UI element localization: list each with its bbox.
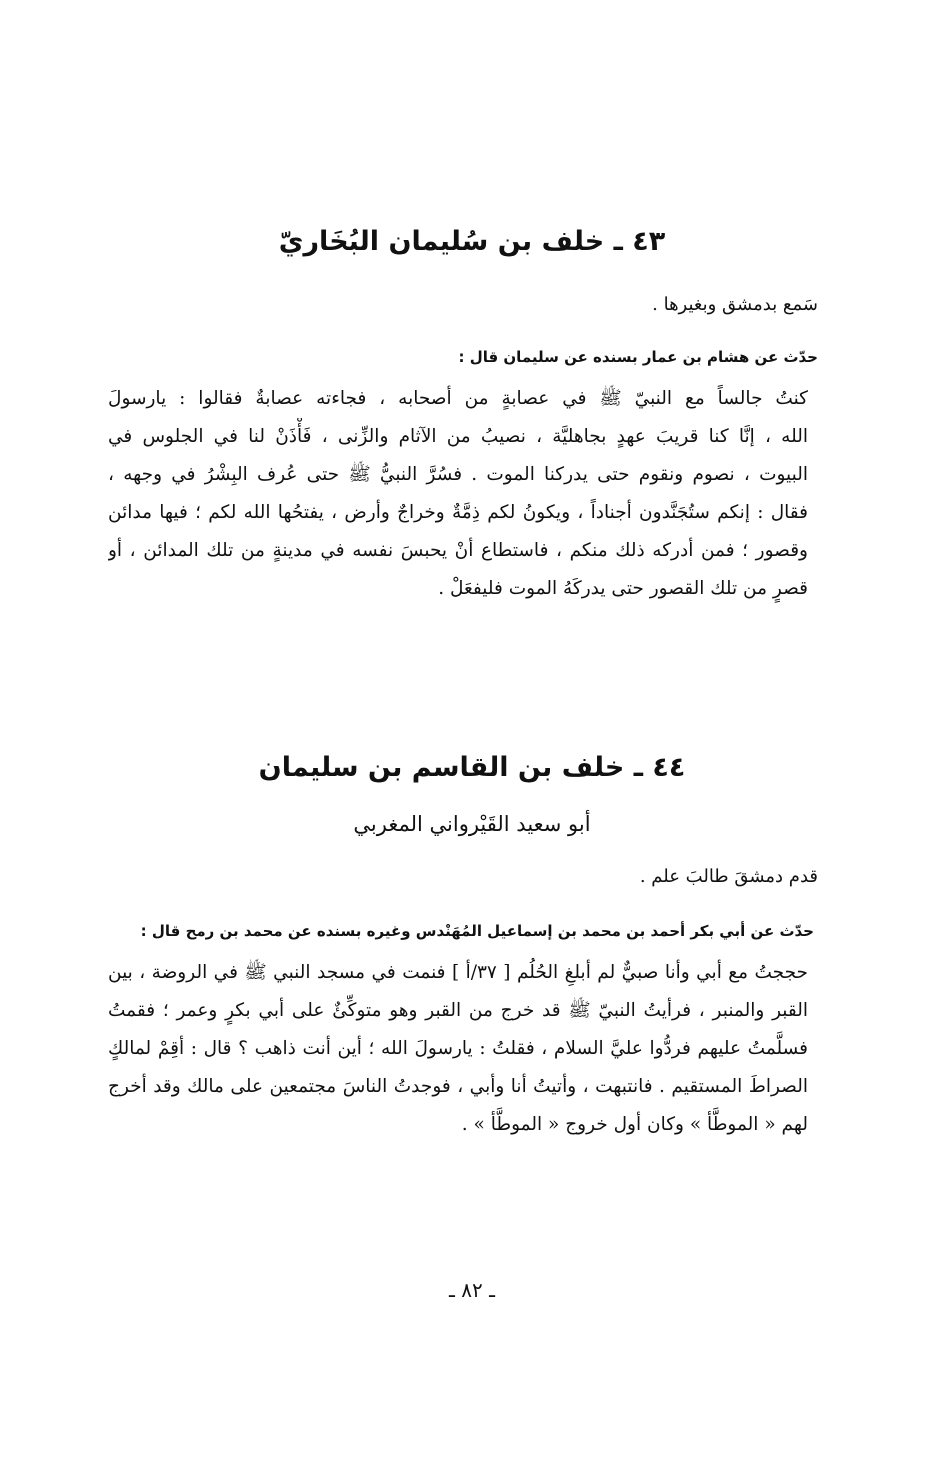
section-44-intro: قدم دمشقَ طالبَ علم . xyxy=(639,866,818,887)
section-44-subtitle: أبو سعيد القَيْرواني المغربي xyxy=(353,812,591,836)
body-line: وقصور ؛ فمن أدركه ذلك منكم ، فاستطاع أنْ يحبسَ نفسه في مدينةٍ من تلك المدائن ، أو xyxy=(108,540,808,561)
body-line: فسلَّمتُ عليهم فردُّوا عليَّ السلام ، فقلتُ : يارسولَ الله ؛ أين أنت ذاهب ؟ قال : أقِمْ لمالكٍ xyxy=(108,1038,808,1059)
body-line: القبر والمنبر ، فرأيتُ النبيّ ﷺ قد خرج من القبر وهو متوكِّئٌ على أبي بكرٍ وعمر ؛ فقمتُ xyxy=(108,1000,808,1021)
section-43-isnad: حدّث عن هشام بن عمار بسنده عن سليمان قال : xyxy=(458,348,818,366)
section-44-body xyxy=(108,954,808,1144)
section-43-title: ٤٣ ـ خلف بن سُليمان البُخَاريّ xyxy=(278,226,666,257)
body-line: كنتُ جالساً مع النبيّ ﷺ في عصابةٍ من أصحابه ، فجاءته عصابةٌ فقالوا : يارسولَ xyxy=(108,388,808,409)
section-43-body xyxy=(108,380,808,608)
body-line: البيوت ، نصوم ونقوم حتى يدركنا الموت . فسُرَّ النبيُّ ﷺ حتى عُرف البِشْرُ في وجهه ، xyxy=(108,464,808,485)
body-line: حججتُ مع أبي وأنا صبيٌّ لم أبلغِ الحُلُم [ ٣٧/أ ] فنمت في مسجد النبي ﷺ في الروضة ، بين xyxy=(108,962,808,983)
section-44-isnad: حدّث عن أبي بكر أحمد بن محمد بن إسماعيل المُهَنْدس وغيره بسنده عن محمد بن رمح قال : xyxy=(140,922,814,940)
body-line: الله ، إنَّا كنا قريبَ عهدٍ بجاهليَّة ، نصيبُ من الآثام والزِّنى ، فَأْذَنْ لنا في الجلوس في xyxy=(108,426,808,447)
body-line: قصرٍ من تلك القصور حتى يدركَهُ الموت فليفعَلْ . xyxy=(438,578,808,599)
body-line: فقال : إنكم ستُجَنَّدون أجناداً ، ويكونُ لكم ذِمَّةٌ وخراجٌ وأرض ، يفتحُها الله لكم ؛ فيها مدائن xyxy=(108,502,808,523)
page-number: ـ ٨٢ ـ xyxy=(449,1278,495,1302)
body-line: لهم « الموطَّأ » وكان أول خروج « الموطَّأ » . xyxy=(461,1114,808,1135)
body-line: الصراطَ المستقيم . فانتبهت ، وأتيتُ أنا وأبي ، فوجدتُ الناسَ مجتمعين على مالك وقد أخرج xyxy=(108,1076,808,1097)
section-44-title: ٤٤ ـ خلف بن القاسم بن سليمان xyxy=(258,752,686,783)
section-43-intro: سَمع بدمشق وبغيرها . xyxy=(652,294,818,315)
